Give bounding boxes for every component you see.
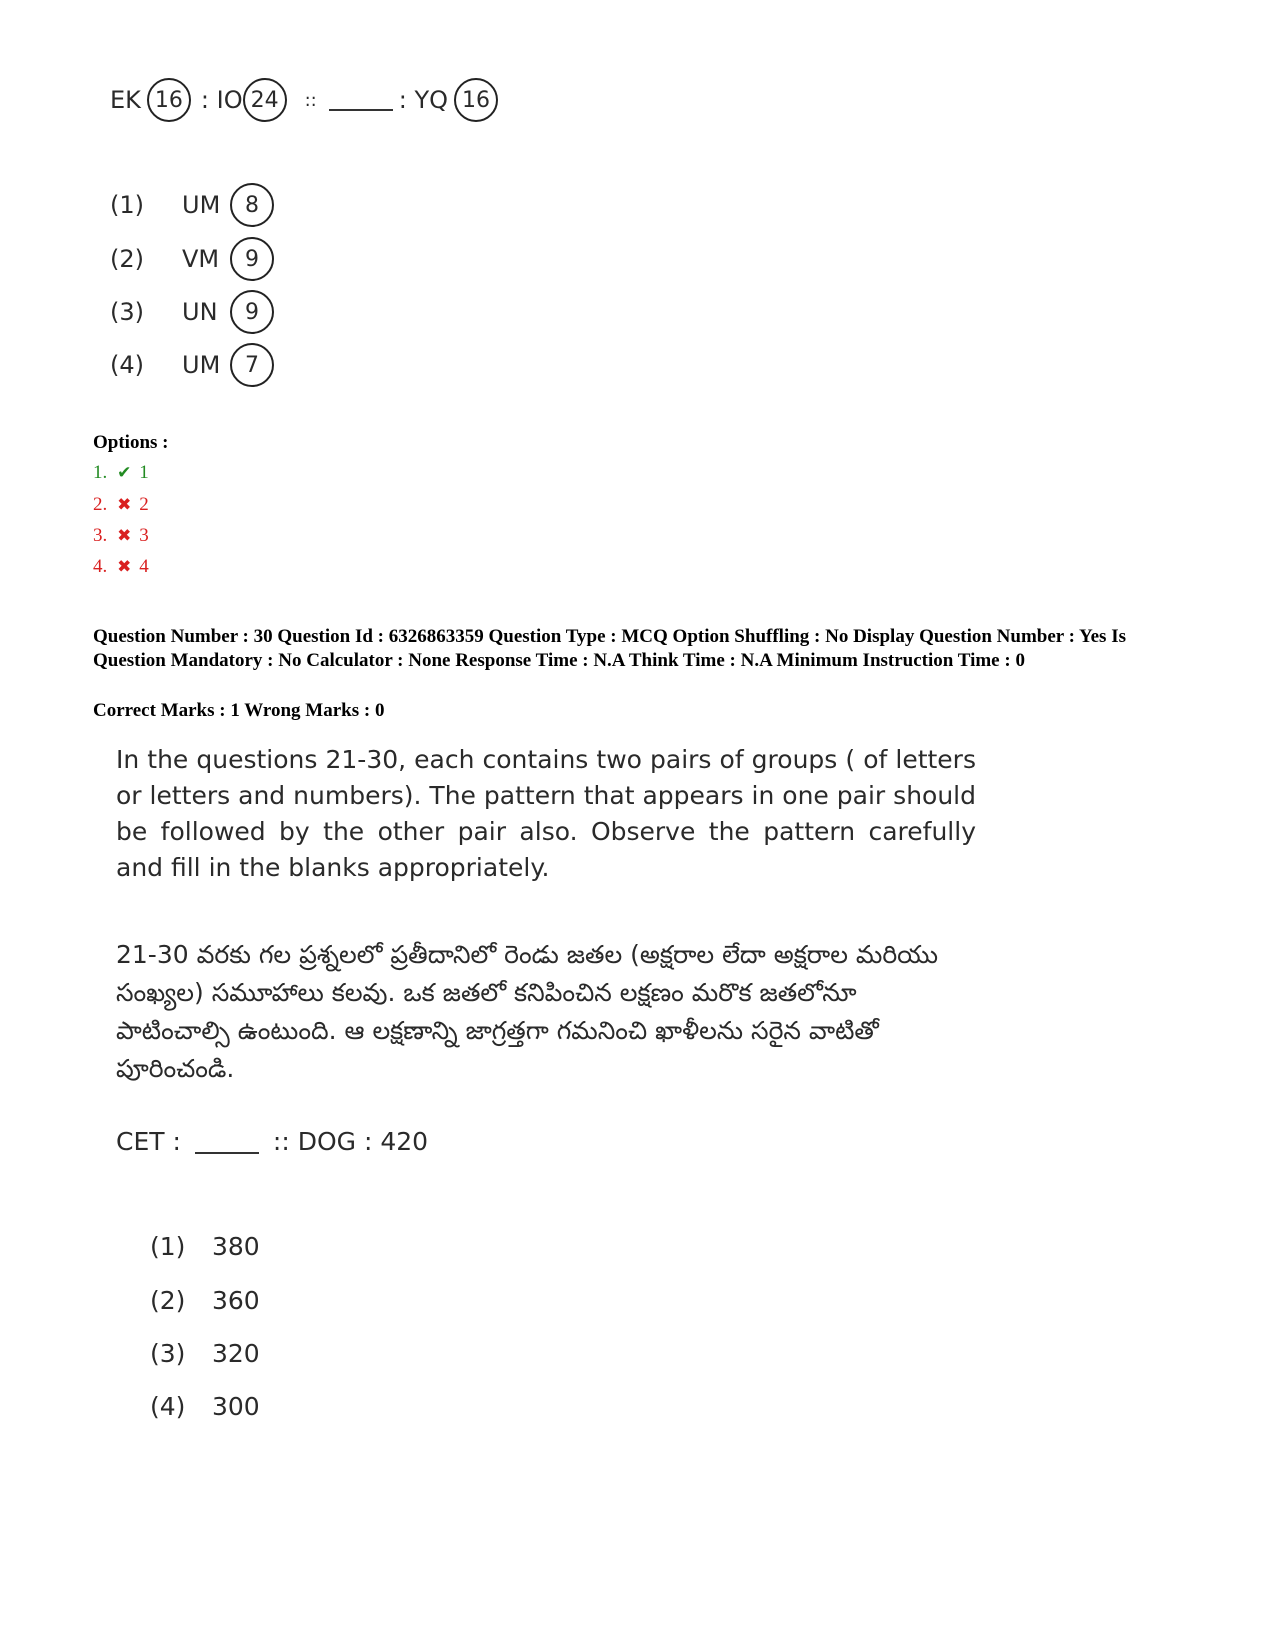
q29-b-number-circle: 24 (243, 78, 287, 122)
q29-option-3-circle: 9 (230, 290, 274, 334)
q29-a-code: EK (110, 86, 141, 114)
cross-icon: ✖ (117, 557, 132, 576)
answer-option-2: 2. ✖ 2 (93, 494, 149, 515)
q30-option-4: (4) 300 (150, 1392, 260, 1421)
q29-b-code: : IO (200, 86, 243, 114)
q29-a-number-circle: 16 (147, 78, 191, 122)
q29-option-2: (2) VM 9 (110, 236, 274, 282)
q30-option-3: (3) 320 (150, 1339, 260, 1368)
q30-left-term: CET : (116, 1127, 181, 1156)
q29-option-4-circle: 7 (230, 343, 274, 387)
q30-option-1: (1) 380 (150, 1232, 260, 1261)
q30-option-2: (2) 360 (150, 1286, 260, 1315)
q29-option-1-circle: 8 (230, 183, 274, 227)
cross-icon: ✖ (117, 526, 132, 545)
q29-d-code: : YQ (398, 86, 448, 114)
q29-analogy (110, 78, 498, 122)
answer-option-3: 3. ✖ 3 (93, 525, 149, 546)
q30-right-term: :: DOG : 420 (272, 1127, 429, 1156)
options-heading: Options : (93, 432, 169, 453)
question-meta: Question Number : 30 Question Id : 6326863359 Question Type : MCQ Option Shuffling : No Display Question Number : Yes Is Question Mandatory : No Calculator : None Response Time : N.A Think Time : N.A Minimum Instruction Time : 0 (93, 626, 1126, 671)
instruction-english: In the questions 21-30, each contains two pairs of groups ( of letters or letters and numbers). The pattern that appears in one pair should be followed by the other pair also. Observe the pattern carefully and fill in the blanks appropriately. (116, 745, 976, 882)
answer-option-1: 1. ✔ 1 (93, 462, 149, 483)
q29-option-1: (1) UM 8 (110, 182, 274, 228)
q29-option-2-circle: 9 (230, 237, 274, 281)
q30-analogy (116, 1127, 428, 1156)
answer-option-4: 4. ✖ 4 (93, 556, 149, 577)
question-marks: Correct Marks : 1 Wrong Marks : 0 (93, 700, 385, 721)
q29-d-number-circle: 16 (454, 78, 498, 122)
instruction-telugu: 21-30 వరకు గల ప్రశ్నలలో ప్రతీదానిలో రెండు జతల (అక్షరాల లేదా అక్షరాల మరియు సంఖ్యల) సమూహాలు కలవు. ఒక జతలో కనిపించిన లక్షణం మరొక జతలోనూ పాటించాల్సి ఉంటుంది. ఆ లక్షణాన్ని జాగ్రత్తగా గమనించి ఖాళీలను సరైన వాటితో పూరించండి. (116, 940, 938, 1083)
q29-blank (329, 89, 393, 111)
cross-icon: ✖ (117, 495, 132, 514)
q29-option-3: (3) UN 9 (110, 289, 274, 335)
q29-separator: :: (304, 89, 317, 111)
check-icon: ✔ (117, 463, 132, 482)
q30-blank (195, 1130, 259, 1154)
q29-option-4: (4) UM 7 (110, 342, 274, 388)
